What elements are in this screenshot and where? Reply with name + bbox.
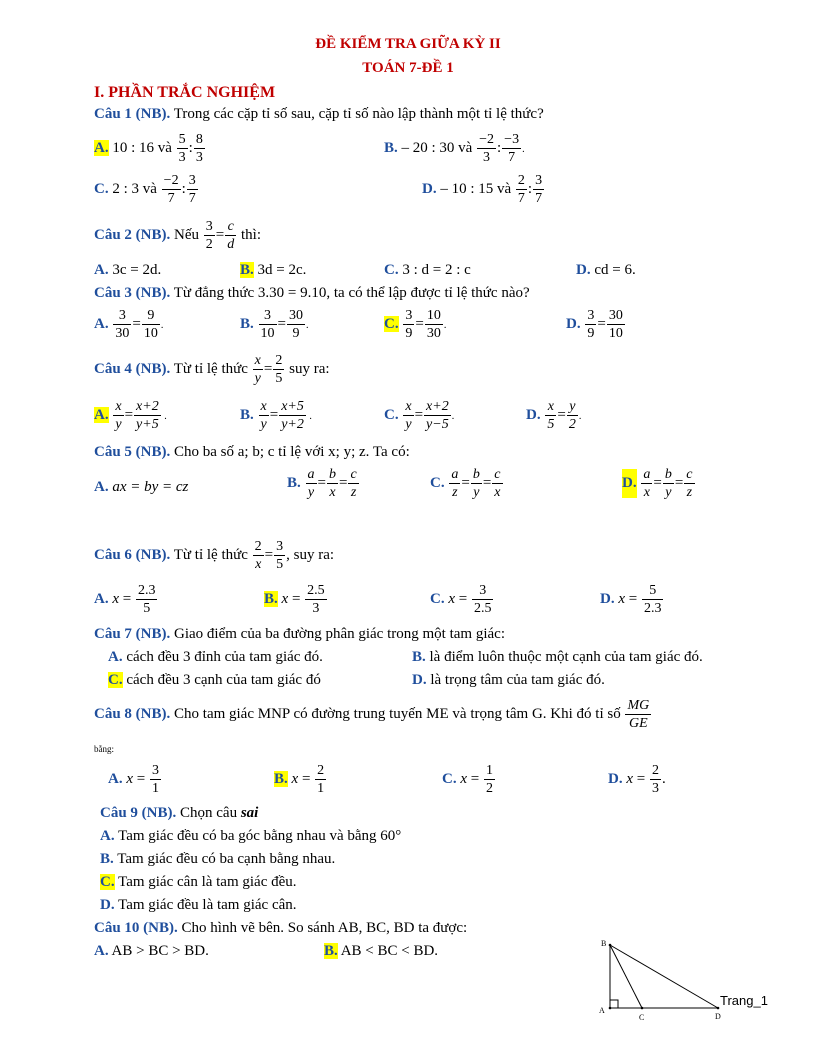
- option-label: A.: [94, 479, 109, 495]
- question-7-text: Giao điểm của ba đường phân giác trong một tam giác:: [174, 626, 505, 642]
- question-8-tail: bằng:: [94, 744, 114, 754]
- exam-title: ĐỀ KIỂM TRA GIỮA KỲ II: [315, 36, 501, 52]
- q3-option-d[interactable]: D. $\frac{3}{9}$ = $\frac{30}{10}$: [566, 308, 623, 341]
- q1-option-c[interactable]: C. 2 : 3 và $\frac{-2}{7}$ : $\frac{3}{7}$: [94, 173, 196, 206]
- option-label: D.: [622, 469, 637, 498]
- option-text: Tam giác cân là tam giác đều.: [118, 874, 297, 890]
- option-label: D.: [412, 672, 427, 688]
- option-text: cd = 6.: [594, 262, 636, 278]
- option-label: B.: [100, 851, 114, 867]
- q7-option-c[interactable]: [108, 672, 321, 689]
- question-2: Câu 2 (NB). Nếu $\frac{3}{2}$ = $\frac{c}{d}$ thì:: [94, 219, 261, 252]
- right-angle-mark: [610, 1000, 618, 1008]
- option-text: là điểm luôn thuộc một cạnh của tam giác đó.: [429, 649, 703, 665]
- option-label: A.: [94, 262, 109, 278]
- option-text: – 20 : 30 và: [401, 139, 473, 156]
- option-text: 2 : 3 và: [112, 180, 157, 197]
- option-label: A.: [94, 943, 109, 959]
- q1-option-b[interactable]: B. – 20 : 30 và $\frac{-2}{3}$ : $\frac{-3}{7}$ .: [384, 132, 525, 165]
- option-label: B.: [324, 943, 338, 959]
- exam-subtitle: TOÁN 7-ĐỀ 1: [362, 60, 454, 76]
- question-9-pre: Chọn câu: [180, 805, 238, 821]
- q6-option-b[interactable]: B. x = $\frac{2.5}{3}$: [264, 583, 325, 616]
- option-label: A.: [94, 590, 109, 607]
- question-6: Câu 6 (NB). Từ tỉ lệ thức $\frac{2}{x}$ = $\frac{3}{5}$ , suy ra:: [94, 539, 335, 572]
- option-label: A.: [94, 139, 109, 156]
- option-label: C.: [442, 770, 457, 787]
- option-label: A.: [94, 315, 109, 332]
- question-7: [94, 626, 505, 643]
- q4-option-a[interactable]: A. $\frac{x}{y}$ = $\frac{x+2}{y+5}$ .: [94, 399, 167, 432]
- q4-option-b[interactable]: B. $\frac{x}{y}$ = $\frac{x+5}{y+2}$ .: [240, 399, 312, 432]
- option-label: B.: [412, 649, 426, 665]
- option-text: – 10 : 15 và: [440, 180, 512, 197]
- question-5-text: Cho ba số a; b; c tỉ lệ với x; y; z. Ta có:: [174, 444, 410, 460]
- q10-option-a[interactable]: [94, 943, 209, 960]
- q2-option-a[interactable]: [94, 262, 161, 279]
- q8-option-a[interactable]: A. x = $\frac{3}{1}$: [108, 763, 159, 796]
- label-c: C: [639, 1013, 645, 1022]
- option-label: B.: [264, 590, 278, 607]
- q4-option-c[interactable]: C. $\frac{x}{y}$ = $\frac{x+2}{y-5}$ .: [384, 399, 455, 432]
- q1-option-a[interactable]: A. 10 : 16 và $\frac{5}{3}$ : $\frac{8}{3}$: [94, 132, 203, 165]
- label-d: D: [715, 1012, 721, 1021]
- question-8-label: Câu 8 (NB).: [94, 705, 171, 722]
- option-text: ax = by = cz: [112, 479, 189, 495]
- question-1-text: Trong các cặp tỉ số sau, cặp tỉ số nào lập thành một tỉ lệ thức?: [173, 106, 544, 122]
- question-5-label: Câu 5 (NB).: [94, 444, 171, 460]
- question-10-label: Câu 10 (NB).: [94, 920, 178, 936]
- q5-option-a[interactable]: [94, 479, 188, 496]
- option-text: 3c = 2d.: [112, 262, 162, 278]
- option-label: D.: [600, 590, 615, 607]
- option-label: D.: [100, 897, 115, 913]
- option-text: AB < BC < BD.: [340, 943, 439, 959]
- q9-option-b[interactable]: [100, 851, 335, 868]
- question-10: [94, 920, 467, 937]
- option-label: C.: [384, 262, 399, 278]
- q8-option-d[interactable]: D. x = $\frac{2}{3}$ .: [608, 763, 666, 796]
- option-text: Tam giác đều là tam giác cân.: [118, 897, 297, 913]
- option-text: 10 : 16 và: [112, 139, 172, 156]
- question-4: Câu 4 (NB). Từ tỉ lệ thức $\frac{x}{y}$ = $\frac{2}{5}$ suy ra:: [94, 353, 330, 386]
- q6-option-d[interactable]: D. x = $\frac{5}{2.3}$: [600, 583, 662, 616]
- option-label: D.: [608, 770, 623, 787]
- question-9: [100, 805, 258, 822]
- question-8: Câu 8 (NB). Cho tam giác MNP có đường trung tuyến ME và trọng tâm G. Khi đó tỉ số $\frac{MG}{GE}$: [94, 698, 650, 731]
- option-label: A.: [100, 828, 115, 844]
- question-3-text: Từ đẳng thức 3.30 = 9.10, ta có thể lập được tỉ lệ thức nào?: [173, 285, 530, 301]
- option-text: Tam giác đều có ba cạnh bằng nhau.: [117, 851, 336, 867]
- option-text: 3d = 2c.: [257, 262, 307, 278]
- q2-option-d[interactable]: [576, 262, 636, 279]
- question-4-post: suy ra:: [289, 360, 330, 377]
- option-label: A.: [108, 770, 123, 787]
- q9-option-d[interactable]: [100, 897, 297, 914]
- page-number: Trang_1: [720, 993, 768, 1008]
- option-label: C.: [94, 180, 109, 197]
- option-label: B.: [287, 474, 301, 491]
- q4-option-d[interactable]: D. $\frac{x}{5}$ = $\frac{y}{2}$ .: [526, 399, 582, 432]
- option-label: B.: [240, 315, 254, 332]
- q3-option-c[interactable]: C. $\frac{3}{9}$ = $\frac{10}{30}$ .: [384, 308, 447, 341]
- q10-option-b[interactable]: [324, 943, 438, 960]
- option-text: 3 : d = 2 : c: [402, 262, 471, 278]
- label-b: B: [601, 939, 607, 948]
- option-label: B.: [240, 406, 254, 423]
- q5-option-d[interactable]: D. $\frac{a}{x}$ = $\frac{b}{y}$ = $\frac{c}{z}$: [622, 467, 693, 500]
- q8-option-b[interactable]: B. x = $\frac{2}{1}$: [274, 763, 325, 796]
- option-text: AB > BC > BD.: [111, 943, 209, 959]
- question-6-post: , suy ra:: [286, 546, 335, 563]
- option-label: B.: [240, 262, 254, 278]
- triangle-figure: [590, 935, 730, 1025]
- section-heading: I. PHẦN TRẮC NGHIỆM: [94, 84, 276, 101]
- question-10-text: Cho hình vẽ bên. So sánh AB, BC, BD ta được:: [181, 920, 468, 936]
- question-1-label: Câu 1 (NB).: [94, 106, 171, 122]
- q7-option-a[interactable]: [108, 649, 323, 666]
- question-4-label: Câu 4 (NB).: [94, 360, 171, 377]
- question-2-pre: Nếu: [174, 226, 200, 243]
- option-label: C.: [108, 672, 123, 688]
- option-label: C.: [384, 406, 399, 423]
- q2-option-c[interactable]: [384, 262, 471, 279]
- q7-option-b[interactable]: [412, 649, 703, 666]
- option-label: B.: [384, 139, 398, 156]
- question-3-label: Câu 3 (NB).: [94, 285, 171, 301]
- question-4-pre: Từ tỉ lệ thức: [173, 360, 248, 377]
- q9-option-a[interactable]: [100, 828, 401, 845]
- q3-option-a[interactable]: A. $\frac{3}{30}$ = $\frac{9}{10}$ .: [94, 308, 164, 341]
- question-9-label: Câu 9 (NB).: [100, 805, 177, 821]
- q3-option-b[interactable]: B. $\frac{3}{10}$ = $\frac{30}{9}$ .: [240, 308, 309, 341]
- option-label: B.: [274, 770, 288, 787]
- option-text: cách đều 3 đỉnh của tam giác đó.: [126, 649, 323, 665]
- question-3: [94, 285, 530, 302]
- option-label: D.: [422, 180, 437, 197]
- question-7-label: Câu 7 (NB).: [94, 626, 171, 642]
- q7-option-d[interactable]: [412, 672, 605, 689]
- question-2-label: Câu 2 (NB).: [94, 226, 171, 243]
- option-label: C.: [100, 874, 115, 890]
- option-label: D.: [526, 406, 541, 423]
- label-a: A: [599, 1006, 605, 1015]
- option-label: C.: [430, 474, 445, 491]
- question-6-label: Câu 6 (NB).: [94, 546, 171, 563]
- question-5: [94, 444, 410, 461]
- option-label: C.: [430, 590, 445, 607]
- q6-option-c[interactable]: C. x = $\frac{3}{2.5}$: [430, 583, 492, 616]
- question-2-post: thì:: [240, 226, 261, 243]
- question-6-pre: Từ tỉ lệ thức: [173, 546, 248, 563]
- option-text: Tam giác đều có ba góc bằng nhau và bằng 60°: [118, 828, 402, 844]
- option-text: là trọng tâm của tam giác đó.: [430, 672, 605, 688]
- question-9-emphasis: sai: [240, 805, 259, 821]
- option-label: D.: [566, 315, 581, 332]
- option-text: cách đều 3 cạnh của tam giác đó: [126, 672, 321, 688]
- q1-option-d[interactable]: D. – 10 : 15 và $\frac{2}{7}$ : $\frac{3}{7}$: [422, 173, 543, 206]
- option-label: C.: [384, 315, 399, 332]
- option-label: A.: [108, 649, 123, 665]
- q8-option-c[interactable]: C. x = $\frac{1}{2}$: [442, 763, 493, 796]
- option-label: D.: [576, 262, 591, 278]
- option-label: A.: [94, 406, 109, 423]
- question-8-text: Cho tam giác MNP có đường trung tuyến ME và trọng tâm G. Khi đó tỉ số: [174, 705, 621, 722]
- q2-option-b[interactable]: [240, 262, 306, 279]
- q5-option-c[interactable]: C. $\frac{a}{z}$ = $\frac{b}{y}$ = $\frac{c}{x}$: [430, 467, 501, 500]
- q6-option-a[interactable]: A. x = $\frac{2.3}{5}$: [94, 583, 156, 616]
- q9-option-c[interactable]: [100, 874, 297, 891]
- question-1: [94, 106, 544, 123]
- q5-option-b[interactable]: B. $\frac{a}{y}$ = $\frac{b}{x}$ = $\frac{c}{z}$: [287, 467, 357, 500]
